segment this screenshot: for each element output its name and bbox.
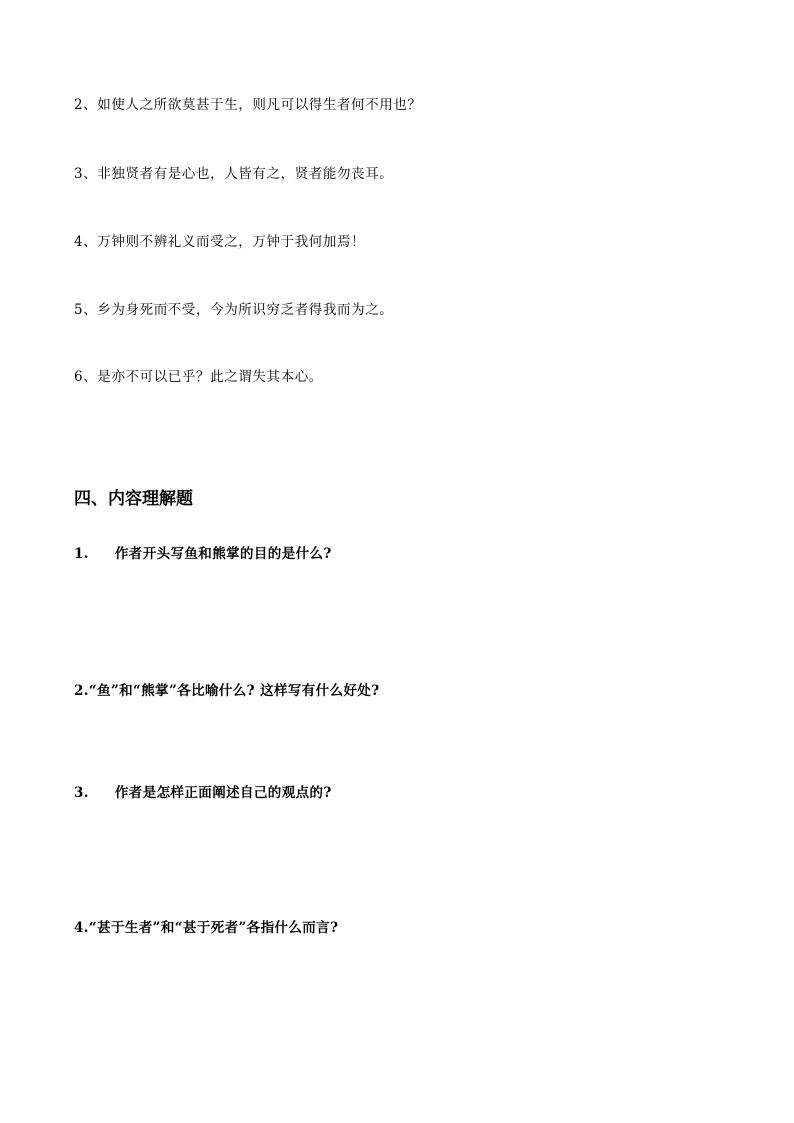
translation-item-3: 3、非独贤者有是心也，人皆有之，贤者能勿丧耳。 <box>74 166 394 182</box>
question-number: 4. <box>74 920 89 936</box>
question-text: 作者开头写鱼和熊掌的目的是什么? <box>114 546 332 562</box>
translation-item-4: 4、万钟则不辨礼义而受之，万钟于我何加焉！ <box>74 234 366 250</box>
translation-item-5: 5、乡为身死而不受，今为所识穷乏者得我而为之。 <box>74 302 394 318</box>
translation-item-6: 6、是亦不可以已乎？此之谓失其本心。 <box>74 369 323 385</box>
translation-item-2: 2、如使人之所欲莫甚于生，则凡可以得生者何不用也？ <box>74 97 422 113</box>
question-2 <box>74 682 380 700</box>
question-3 <box>74 784 332 802</box>
question-number: 2. <box>74 683 89 699</box>
question-number: 3. <box>74 785 89 801</box>
question-text: 作者是怎样正面阐述自己的观点的? <box>114 785 332 801</box>
question-number: 1. <box>74 546 89 562</box>
section-heading: 四、内容理解题 <box>74 489 193 509</box>
question-text: “甚于生者”和“甚于死者”各指什么而言? <box>88 920 339 936</box>
question-1 <box>74 545 332 563</box>
question-4 <box>74 919 338 937</box>
question-text: “鱼”和“熊掌”各比喻什么? 这样写有什么好处? <box>88 683 380 699</box>
